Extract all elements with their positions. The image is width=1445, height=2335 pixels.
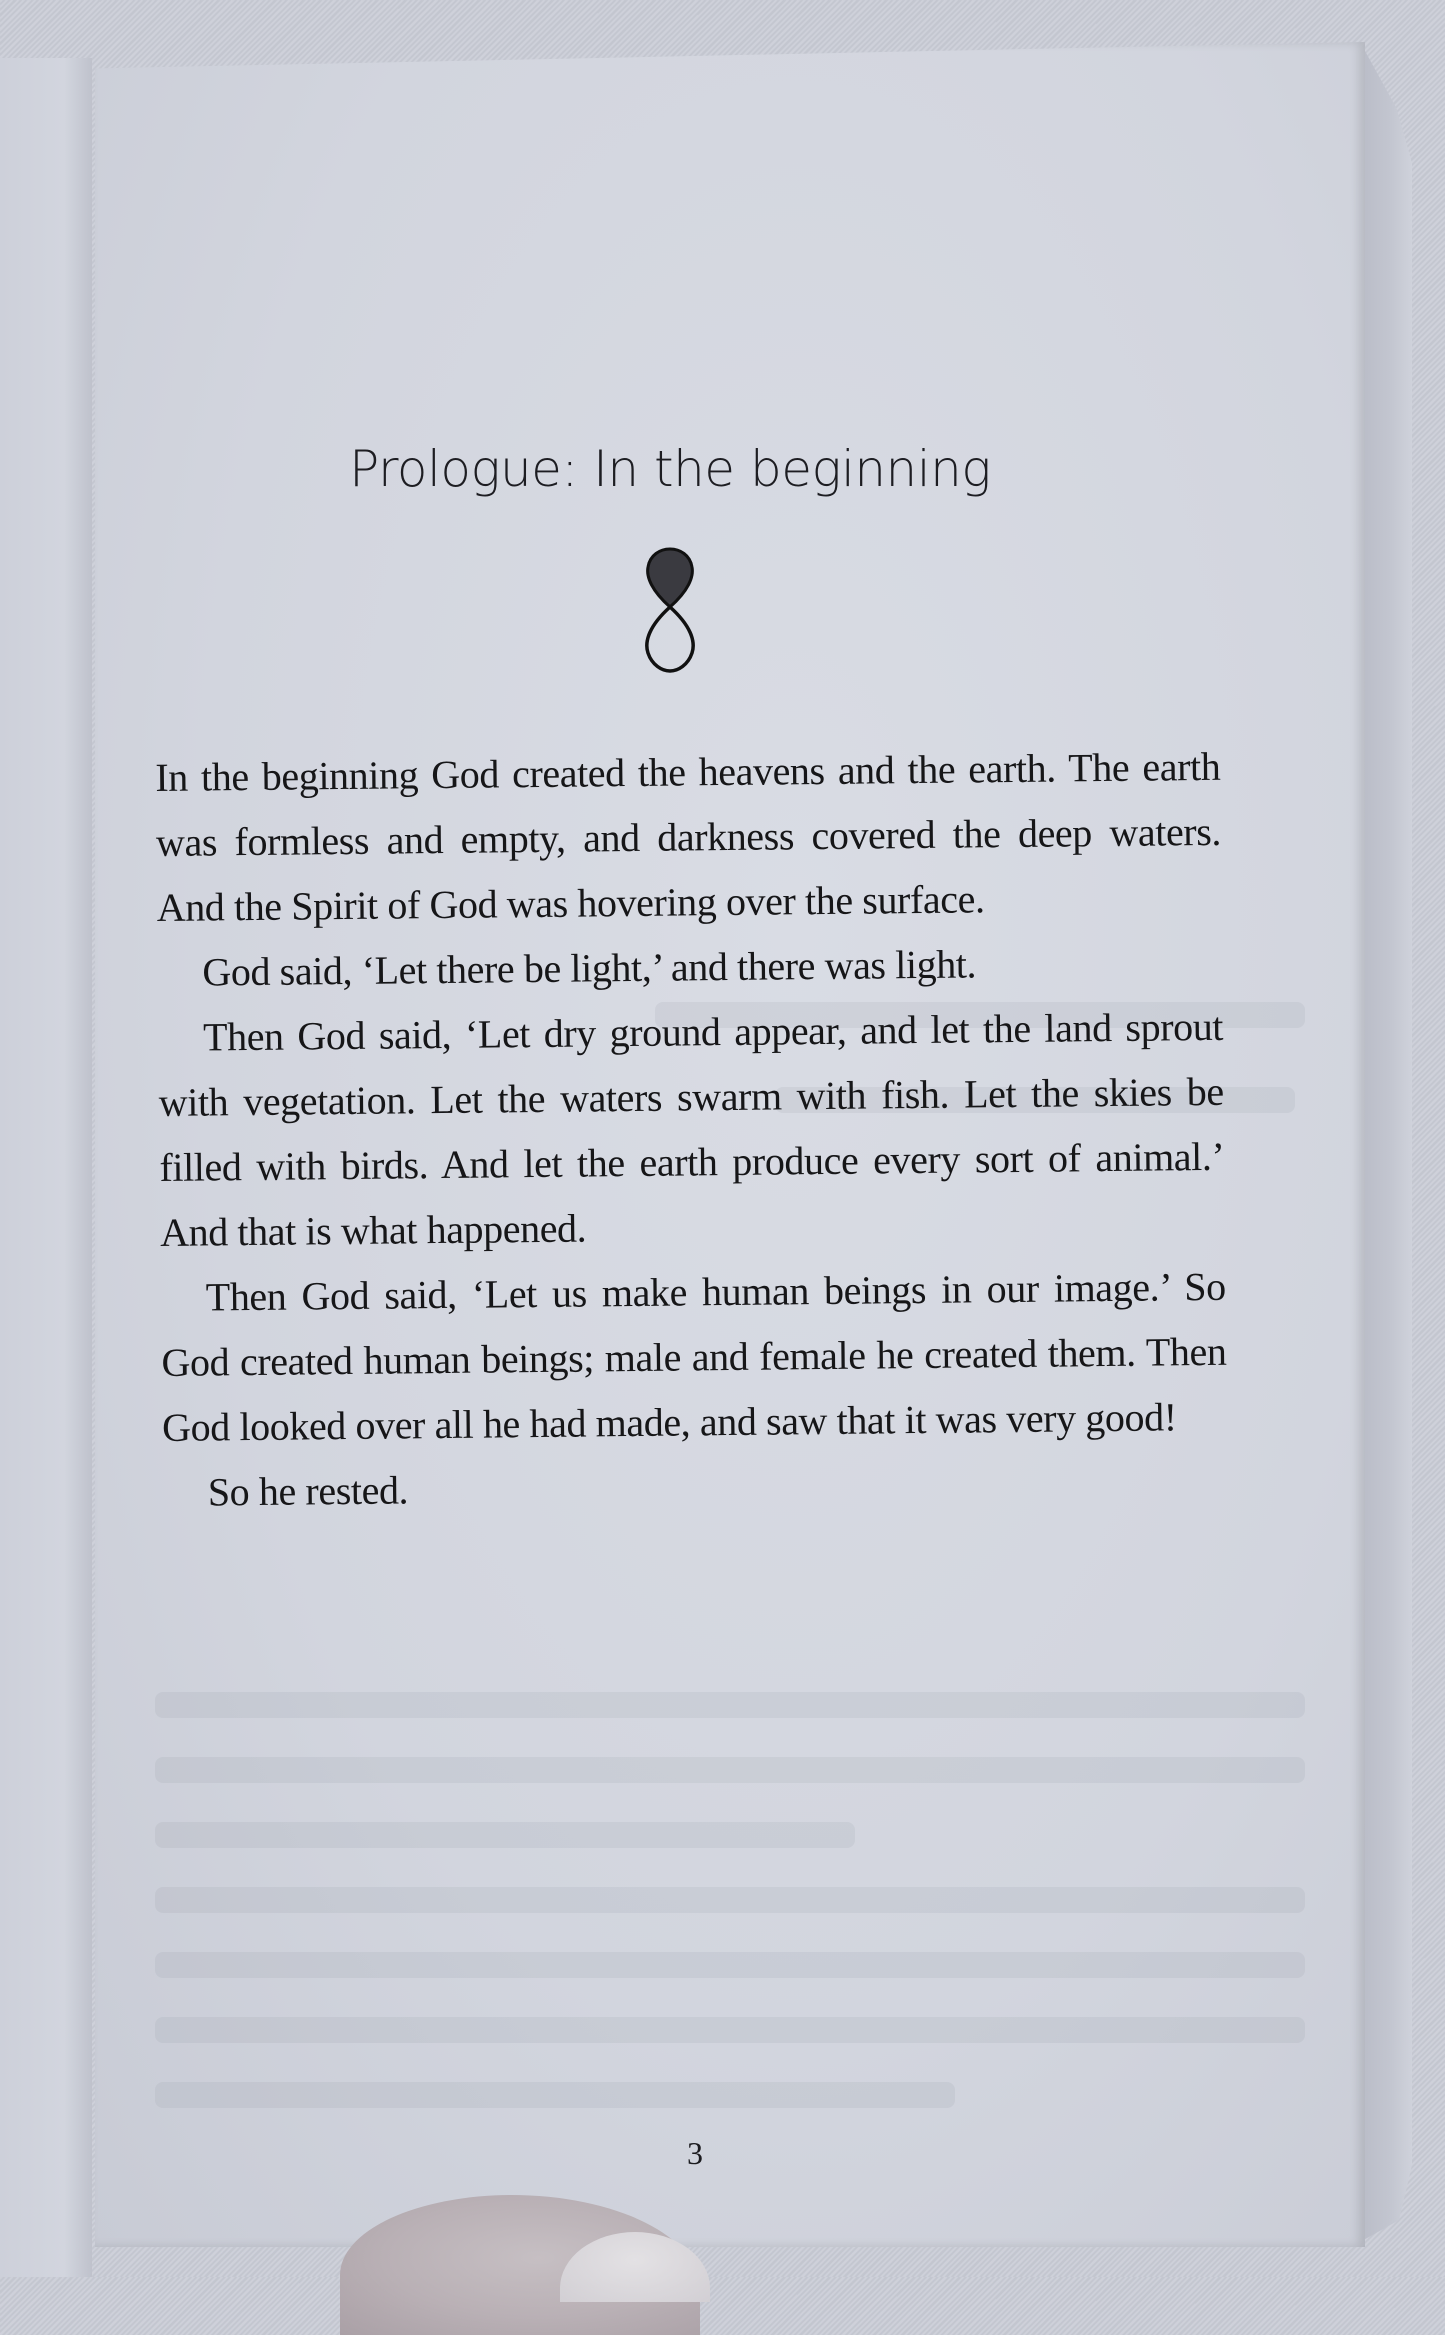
paragraph: Then God said, ‘Let dry ground appear, and let the land sprout with vegetation. Let the waters swarm with fish. Let the skies be filled with birds. And let the earth produce every sort of animal.’ And that is what happened. — [158, 1003, 1225, 1255]
page-stack-edge — [1360, 42, 1412, 2242]
bleed-through-text — [155, 2017, 1305, 2043]
paragraph: In the beginning God created the heavens and the earth. The earth was formless and empty, and darkness covered the deep waters. And the Spirit of God was hovering over the surface. — [155, 743, 1222, 930]
previous-page-edge — [0, 58, 92, 2277]
paragraph: Then God said, ‘Let us make human beings in our image.’ So God created human beings; male and female he created them. Then God looked over all he had made, and saw that it was very good! — [161, 1263, 1227, 1450]
body-text — [155, 734, 1228, 1525]
bleed-through-text — [155, 1692, 1305, 1718]
page-number: 3 — [687, 2135, 703, 2171]
bleed-through-text — [155, 1822, 855, 1848]
bleed-through-text — [155, 2082, 955, 2108]
chapter-title: Prologue: In the beginning — [349, 440, 991, 498]
bleed-through-text — [155, 1887, 1305, 1913]
figure-eight-ornament-icon — [640, 545, 700, 675]
paragraph: So he rested. — [207, 1467, 409, 1515]
paragraph: God said, ‘Let there be light,’ and there was light. — [202, 941, 977, 995]
bleed-through-text — [155, 1757, 1305, 1783]
bleed-through-text — [155, 1952, 1305, 1978]
